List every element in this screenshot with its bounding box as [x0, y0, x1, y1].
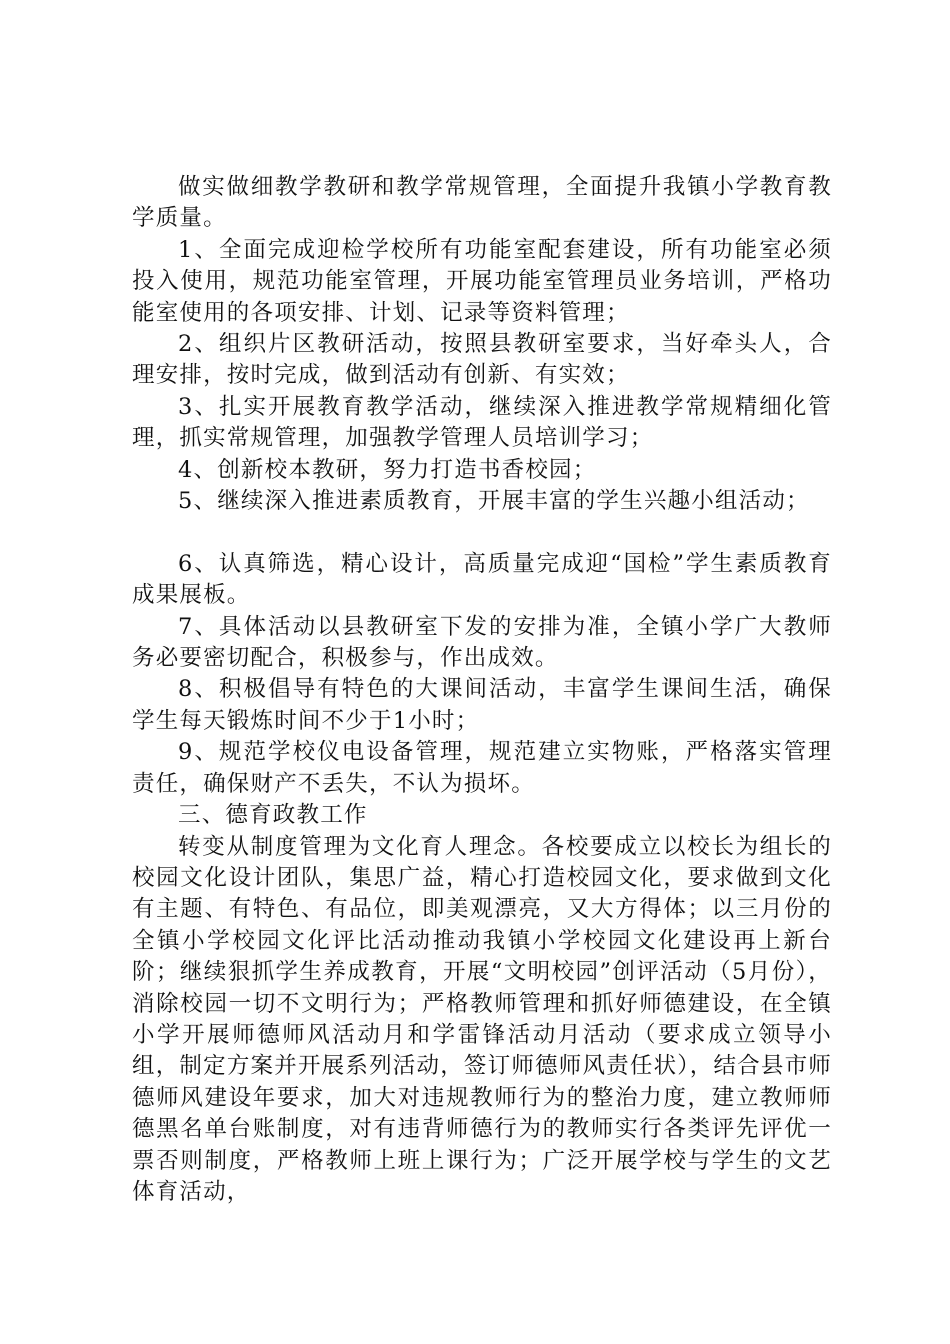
body-paragraph: 转变从制度管理为文化育人理念。各校要成立以校长为组长的校园文化设计团队，集思广益，精心打造校园文化，要求做到文化有主题、有特色、有品位，即美观漂亮，又大方得体；以三月份的全镇小学校园文化评比活动推动我镇小学校园文化建设再上新台阶；继续狠抓学生养成教育，开展“文明校园”创评活动（5月份），消除校园一切不文明行为；严格教师管理和抓好师德建设，在全镇小学开展师德师风活动月和学雷锋活动月活动（要求成立领导小组，制定方案并开展系列活动，签订师德师风责任状），结合县市师德师风建设年要求，加大对违规教师行为的整治力度，建立教师师德黑名单台账制度，对有违背师德行为的教师实行各类评先评优一票否则制度，严格教师上班上课行为；广泛开展学校与学生的文艺体育活动， [132, 833, 832, 1205]
list-item-6: 6、认真筛选，精心设计，高质量完成迎“国检”学生素质教育成果展板。 [132, 550, 832, 609]
list-item-1: 1、全面完成迎检学校所有功能室配套建设，所有功能室必须投入使用，规范功能室管理，开展功能室管理员业务培训，严格功能室使用的各项安排、计划、记录等资料管理； [132, 236, 832, 326]
list-item-7: 7、具体活动以县教研室下发的安排为准，全镇小学广大教师务必要密切配合，积极参与，作出成效。 [132, 613, 832, 672]
intro-paragraph: 做实做细教学教研和教学常规管理，全面提升我镇小学教育教学质量。 [132, 174, 832, 232]
blank-line [132, 517, 832, 548]
list-item-2: 2、组织片区教研活动，按照县教研室要求，当好牵头人，合理安排，按时完成，做到活动有创新、有实效； [132, 331, 832, 389]
document-body [132, 172, 832, 1208]
list-item-4: 4、创新校本教研，努力打造书香校园； [178, 456, 597, 483]
list-item-9: 9、规范学校仪电设备管理，规范建立实物账，严格落实管理责任，确保财产不丢失，不认为损坏。 [132, 739, 832, 797]
list-item-8: 8、积极倡导有特色的大课间活动，丰富学生课间生活，确保学生每天锻炼时间不少于1小时； [132, 676, 832, 734]
list-item-5: 5、继续深入推进素质教育，开展丰富的学生兴趣小组活动； [178, 488, 810, 515]
section-heading: 三、德育政教工作 [178, 802, 368, 829]
list-item-3: 3、扎实开展教育教学活动，继续深入推进教学常规精细化管理，抓实常规管理，加强教学管理人员培训学习； [132, 393, 832, 452]
